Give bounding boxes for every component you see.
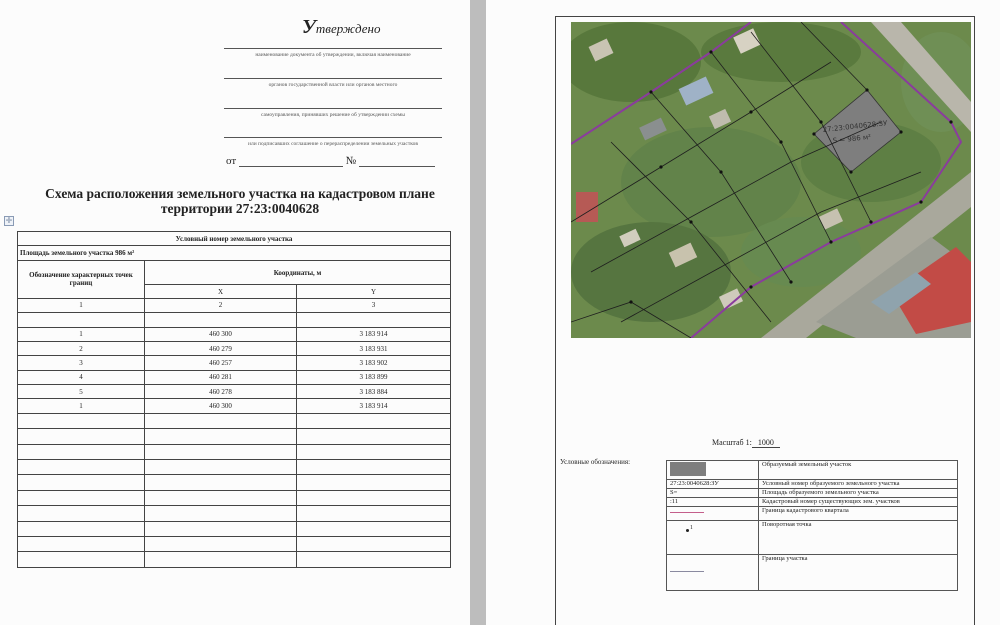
turning-point [749,285,752,288]
legend-title: Условные обозначения: [560,458,631,466]
turning-point [919,200,922,203]
legend-symbol-cell: 27:23:0040628:ЗУ [667,480,759,489]
empty-cell [145,413,297,428]
column-number: 2 [145,298,297,312]
turning-point [899,130,902,133]
approval-caption: органов государственной власти или органов местного [268,82,398,88]
empty-cell [297,490,451,505]
approval-date-line [226,155,435,167]
empty-cell [18,537,145,552]
building [576,192,598,222]
table-row [18,370,451,384]
conditional-number-header: Условный номер земельного участка [18,232,451,246]
empty-cell [297,444,451,459]
map-svg [571,22,971,338]
empty-cell [18,313,145,327]
empty-cell [145,459,297,474]
y-cell: 3 183 914 [297,327,451,341]
document-title [30,186,450,216]
y-cell: 3 183 899 [297,370,451,384]
approval-caption: наименование документа об утверждении, включая наименование [255,52,411,58]
empty-cell [297,313,451,327]
empty-cell [297,552,451,568]
empty-cell [297,459,451,474]
tree-cluster [571,222,731,322]
empty-cell [145,444,297,459]
legend-symbol-cell [667,507,759,521]
empty-cell [145,537,297,552]
legend-text: Граница кадастрового квартала [759,507,958,521]
legend-symbol-cell [667,521,759,555]
table-row [18,385,451,399]
turning-point [689,220,692,223]
y-cell: 3 183 914 [297,399,451,413]
point-cell: 3 [18,356,145,370]
turning-point [819,120,822,123]
legend-symbol-cell: :11 [667,498,759,507]
approval-title-initial: У [302,16,316,38]
approval-line [224,48,442,49]
y-cell: 3 183 931 [297,341,451,355]
x-cell: 460 281 [145,370,297,384]
empty-cell [18,429,145,444]
x-column-header: X [145,285,297,298]
approval-line [224,137,442,138]
empty-cell [145,490,297,505]
number-prefix: № [345,155,357,167]
y-column-header: Y [297,285,451,298]
approval-caption: или подписавших соглашение о перераспределении земельных участков [248,141,418,147]
turning-point [749,110,752,113]
number-blank [359,156,435,167]
empty-cell [18,444,145,459]
y-cell: 3 183 902 [297,356,451,370]
empty-cell [145,506,297,521]
turning-point-symbol [686,525,693,534]
turning-point-number: 1 [690,525,693,531]
legend-text: Образуемый земельный участок [759,461,958,480]
point-cell: 2 [18,341,145,355]
x-cell: 460 257 [145,356,297,370]
x-cell: 460 300 [145,327,297,341]
point-cell: 1 [18,327,145,341]
empty-cell [297,475,451,490]
scale-value: 1000 [752,438,780,448]
legend-text: Поворотная точка [759,521,958,555]
approval-line [224,78,442,79]
empty-cell [145,313,297,327]
empty-cell [297,506,451,521]
empty-cell [145,475,297,490]
column-number: 1 [18,298,145,312]
column-number: 3 [297,298,451,312]
tree-cluster [621,127,801,237]
turning-point [829,240,832,243]
turning-point [789,280,792,283]
approval-line [224,108,442,109]
empty-cell [18,413,145,428]
turning-point [719,170,722,173]
scale-label: Масштаб 1: [712,438,752,447]
empty-cell [297,521,451,536]
points-column-header: Обозначение характерных точек границ [18,260,145,298]
empty-cell [18,506,145,521]
empty-cell [18,459,145,474]
empty-cell [145,552,297,568]
turning-point [812,132,815,135]
x-cell: 460 278 [145,385,297,399]
date-prefix: от [226,155,237,167]
table-row [18,327,451,341]
point-cell: 4 [18,370,145,384]
formed-parcel-swatch [670,462,706,476]
turning-point [709,50,712,53]
turning-point [649,90,652,93]
legend-text: Площадь образуемого земельного участка [759,489,958,498]
turning-point [869,220,872,223]
legend-symbol-cell [667,461,759,480]
x-cell: 460 300 [145,399,297,413]
parcel-boundary-symbol [670,571,704,572]
satellite-map [571,22,971,338]
empty-cell [18,521,145,536]
turning-point [629,300,632,303]
document-title-line1: Схема расположения земельного участка на кадастровом плане [45,186,435,201]
document-title-line2: территории 27:23:0040628 [160,201,320,216]
area-label: Площадь земельного участка 986 м² [18,246,451,260]
empty-cell [18,552,145,568]
x-cell: 460 279 [145,341,297,355]
approval-title [302,16,380,39]
turning-point [949,120,952,123]
table-row [18,341,451,355]
empty-cell [297,537,451,552]
legend-text: Граница участка [759,555,958,591]
turning-point [659,165,662,168]
map-scale [712,438,780,447]
table-row [18,399,451,413]
quarter-boundary-symbol [670,512,704,513]
legend-text: Условный номер образуемого земельного участка [759,480,958,489]
empty-cell [18,475,145,490]
point-cell: 5 [18,385,145,399]
empty-cell [297,413,451,428]
table-row [18,356,451,370]
table-anchor-icon[interactable]: ✛ [5,216,13,225]
turning-point [779,140,782,143]
point-cell: 1 [18,399,145,413]
coordinates-table [17,231,451,568]
approval-caption: самоуправления, принявших решение об утверждении схемы [261,112,405,118]
empty-cell [18,490,145,505]
legend-table [666,460,958,591]
tree-cluster [701,22,861,82]
legend-symbol-cell: S= [667,489,759,498]
turning-point [865,88,868,91]
legend-symbol-cell [667,555,759,591]
empty-cell [145,429,297,444]
turning-point [849,170,852,173]
empty-cell [145,521,297,536]
date-blank [239,156,343,167]
page-gap [470,0,486,625]
parcel-label-line2: S = 986 м² [832,133,872,145]
approval-title-rest: тверждено [315,21,381,36]
parcel-label-line1: 27:23:0040628:ЗУ [822,119,888,134]
legend-text: Кадастровый номер существующих зем. участков [759,498,958,507]
y-cell: 3 183 884 [297,385,451,399]
empty-cell [297,429,451,444]
coordinates-column-header: Координаты, м [145,260,451,285]
